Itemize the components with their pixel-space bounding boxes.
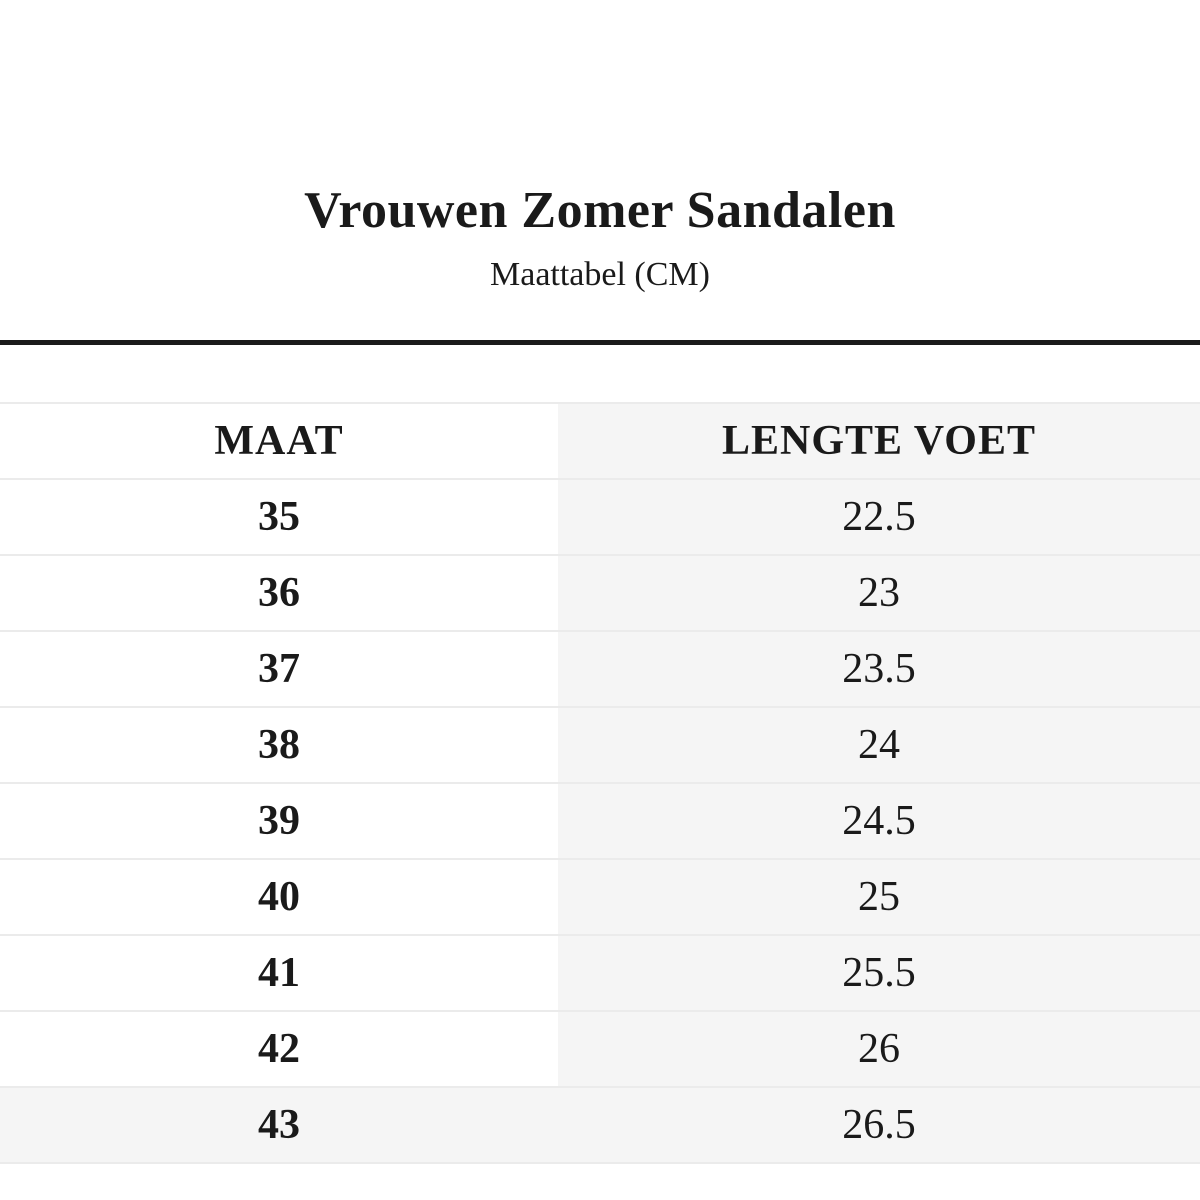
size-cell: 41 <box>0 935 558 1011</box>
table-row <box>0 631 1200 707</box>
table-row <box>0 935 1200 1011</box>
foot-length-cell: 22.5 <box>558 479 1200 555</box>
table-row <box>0 783 1200 859</box>
column-header-lengte-voet: LENGTE VOET <box>558 403 1200 479</box>
foot-length-cell: 24.5 <box>558 783 1200 859</box>
table-row <box>0 859 1200 935</box>
foot-length-cell: 25 <box>558 859 1200 935</box>
page-title: Vrouwen Zomer Sandalen <box>304 182 896 239</box>
foot-length-cell: 23 <box>558 555 1200 631</box>
header-row <box>0 403 1200 479</box>
size-table-body <box>0 479 1200 1163</box>
size-cell: 38 <box>0 707 558 783</box>
foot-length-cell: 26.5 <box>558 1087 1200 1163</box>
foot-length-cell: 26 <box>558 1011 1200 1087</box>
foot-length-cell: 25.5 <box>558 935 1200 1011</box>
table-row <box>0 479 1200 555</box>
size-cell: 35 <box>0 479 558 555</box>
page-subtitle: Maattabel (CM) <box>490 256 710 293</box>
size-cell: 36 <box>0 555 558 631</box>
section-divider <box>0 340 1200 345</box>
size-table-header <box>0 403 1200 479</box>
size-cell: 43 <box>0 1087 558 1163</box>
table-row <box>0 1011 1200 1087</box>
column-header-maat: MAAT <box>0 403 558 479</box>
size-cell: 37 <box>0 631 558 707</box>
size-cell: 42 <box>0 1011 558 1087</box>
table-row <box>0 555 1200 631</box>
size-table <box>0 402 1200 1164</box>
table-row <box>0 707 1200 783</box>
table-row <box>0 1087 1200 1163</box>
foot-length-cell: 24 <box>558 707 1200 783</box>
size-cell: 39 <box>0 783 558 859</box>
foot-length-cell: 23.5 <box>558 631 1200 707</box>
size-cell: 40 <box>0 859 558 935</box>
